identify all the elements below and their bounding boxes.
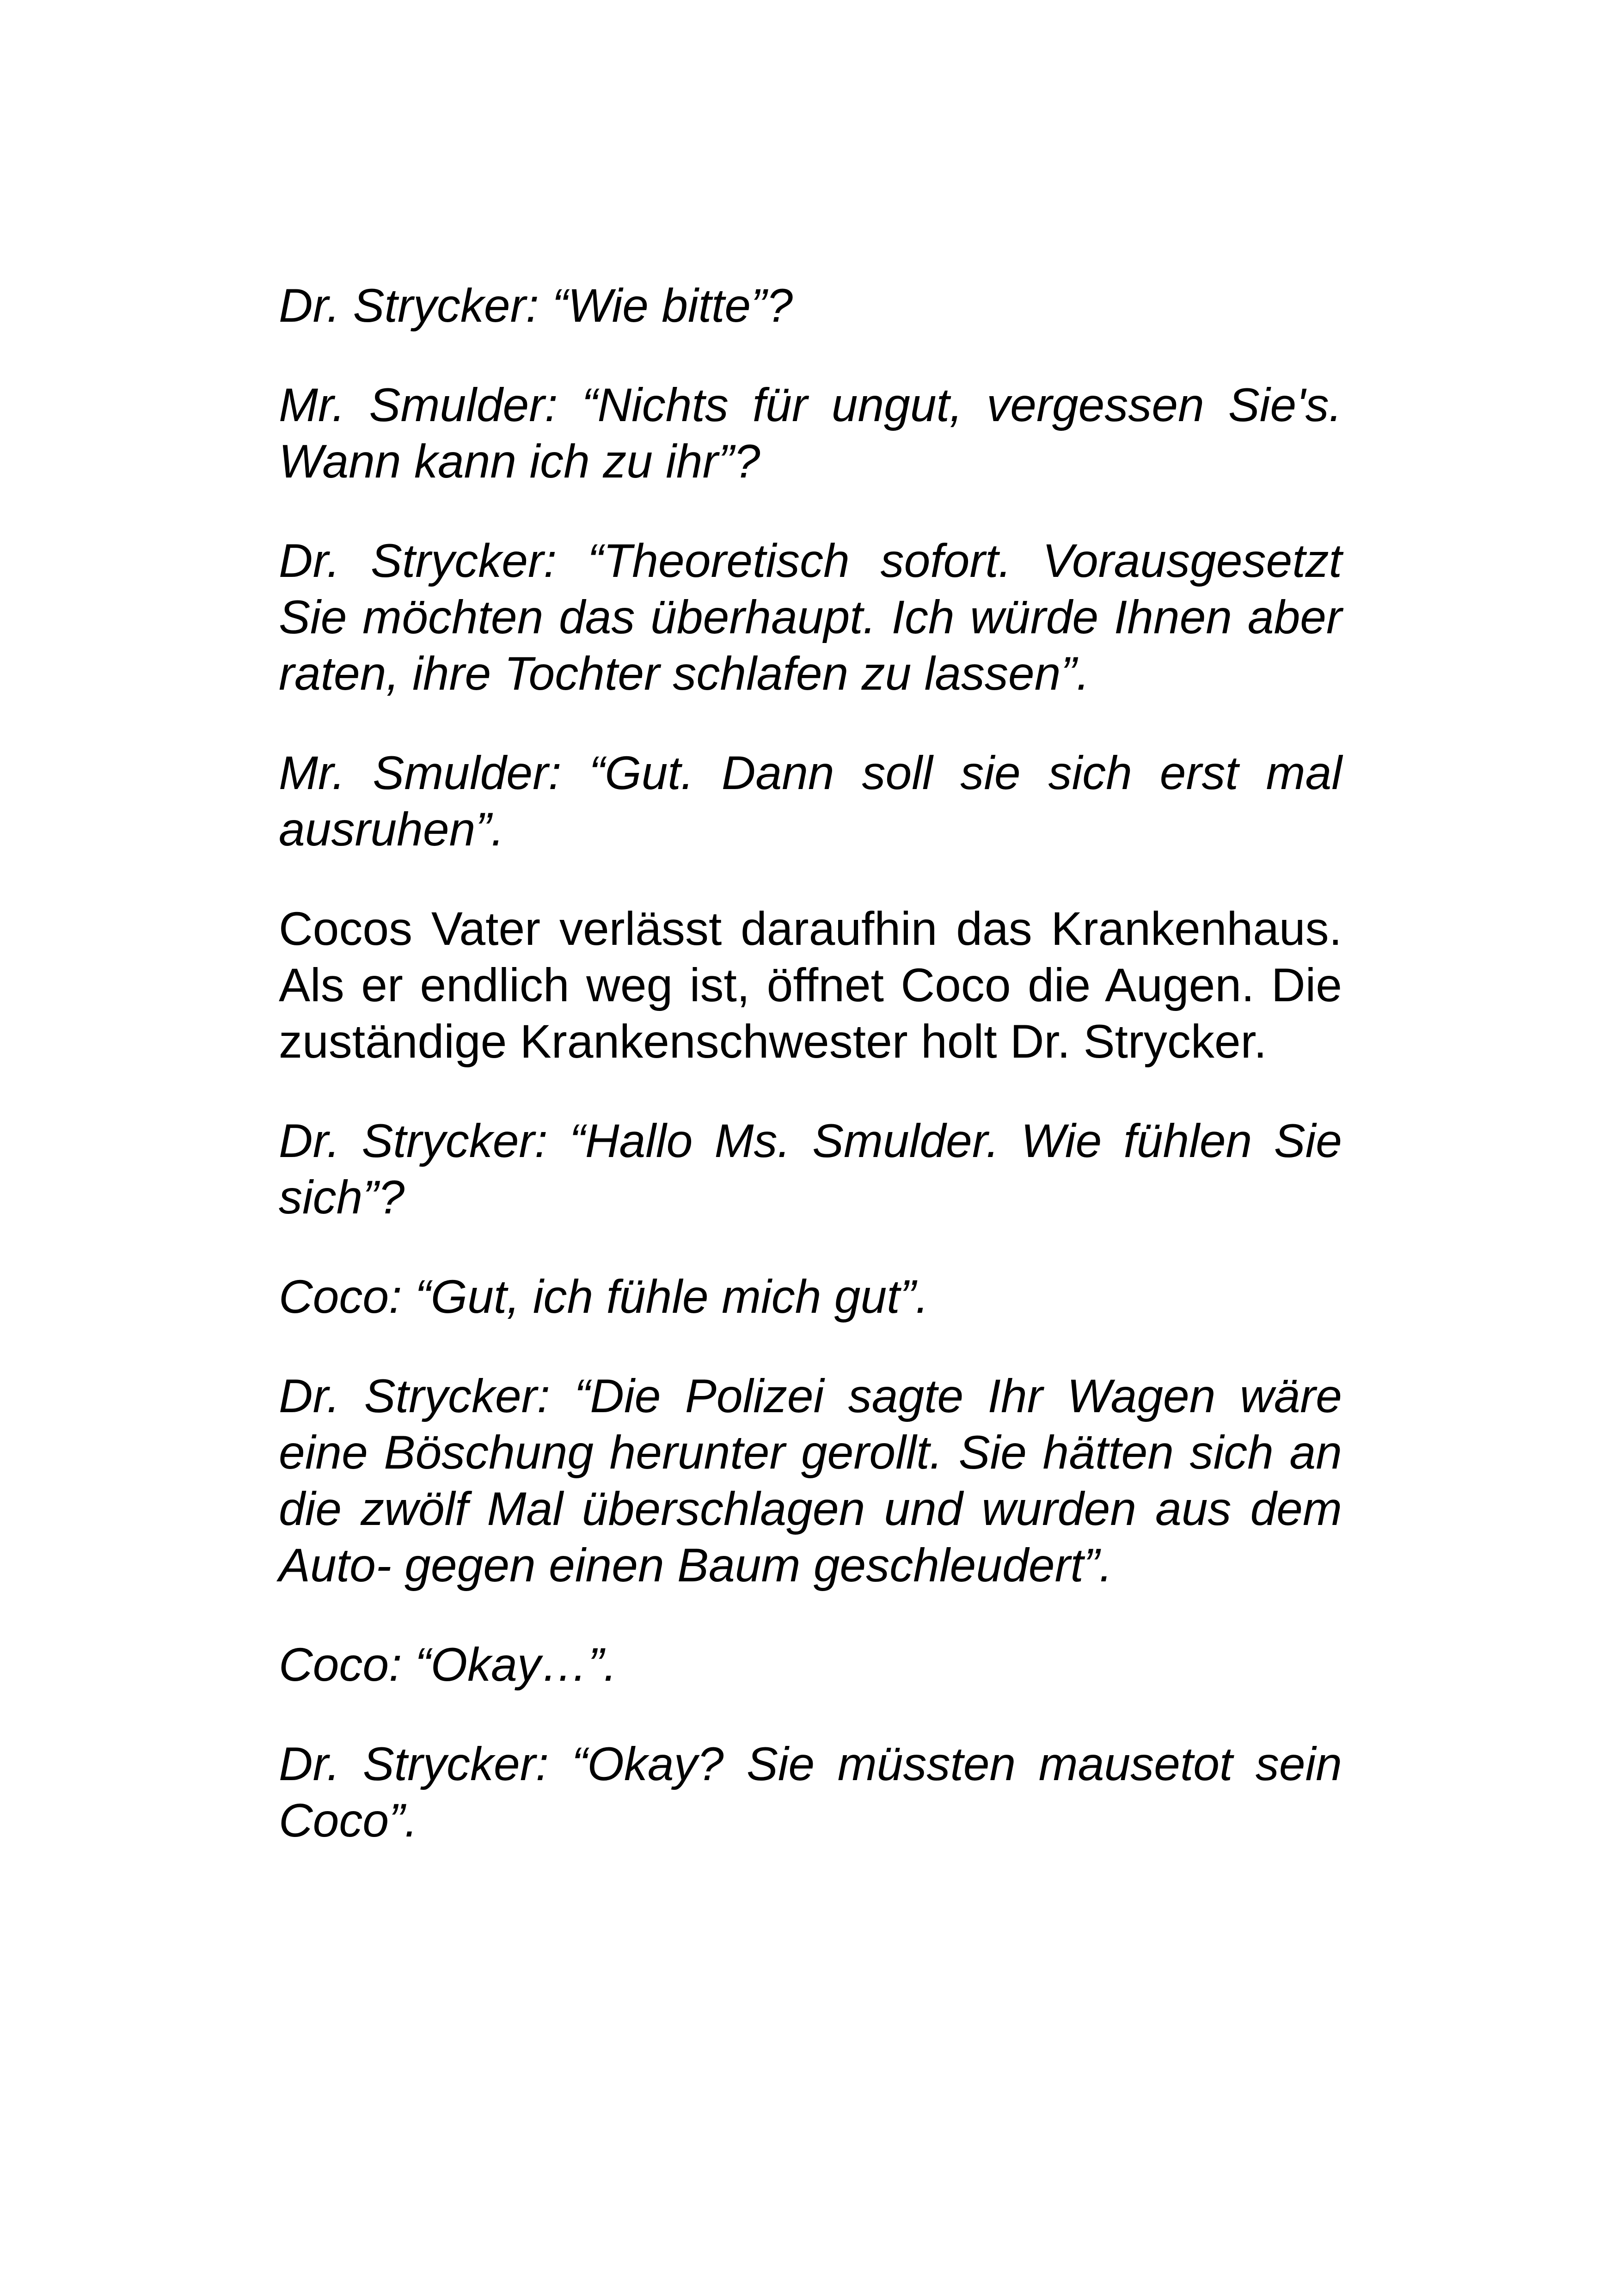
dialogue-paragraph: Dr. Strycker: “Hallo Ms. Smulder. Wie fühlen Sie sich”? bbox=[279, 1114, 1342, 1224]
dialogue-paragraph: Mr. Smulder: “Nichts für ungut, vergessen Sie's. Wann kann ich zu ihr”? bbox=[279, 379, 1342, 488]
narration-paragraph: Cocos Vater verlässt daraufhin das Krankenhaus. Als er endlich weg ist, öffnet Coco die Augen. Die zuständige Krankenschwester holt Dr. Strycker. bbox=[279, 902, 1342, 1068]
dialogue-paragraph: Dr. Strycker: “Wie bitte”? bbox=[279, 279, 793, 332]
dialogue-paragraph: Coco: “Okay…”. bbox=[279, 1638, 617, 1691]
document-page bbox=[279, 277, 1342, 1892]
dialogue-paragraph: Dr. Strycker: “Theoretisch sofort. Vorausgesetzt Sie möchten das überhaupt. Ich würde Ihnen aber raten, ihre Tochter schlafen zu lassen”. bbox=[279, 534, 1342, 700]
dialogue-paragraph: Coco: “Gut, ich fühle mich gut”. bbox=[279, 1270, 929, 1323]
dialogue-paragraph: Dr. Strycker: “Okay? Sie müssten mausetot sein Coco”. bbox=[279, 1738, 1342, 1847]
dialogue-paragraph: Dr. Strycker: “Die Polizei sagte Ihr Wagen wäre eine Böschung herunter gerollt. Sie hätten sich an die zwölf Mal überschlagen und wurden aus dem Auto- gegen einen Baum geschleudert”. bbox=[279, 1370, 1342, 1592]
dialogue-paragraph: Mr. Smulder: “Gut. Dann soll sie sich erst mal ausruhen”. bbox=[279, 747, 1342, 856]
